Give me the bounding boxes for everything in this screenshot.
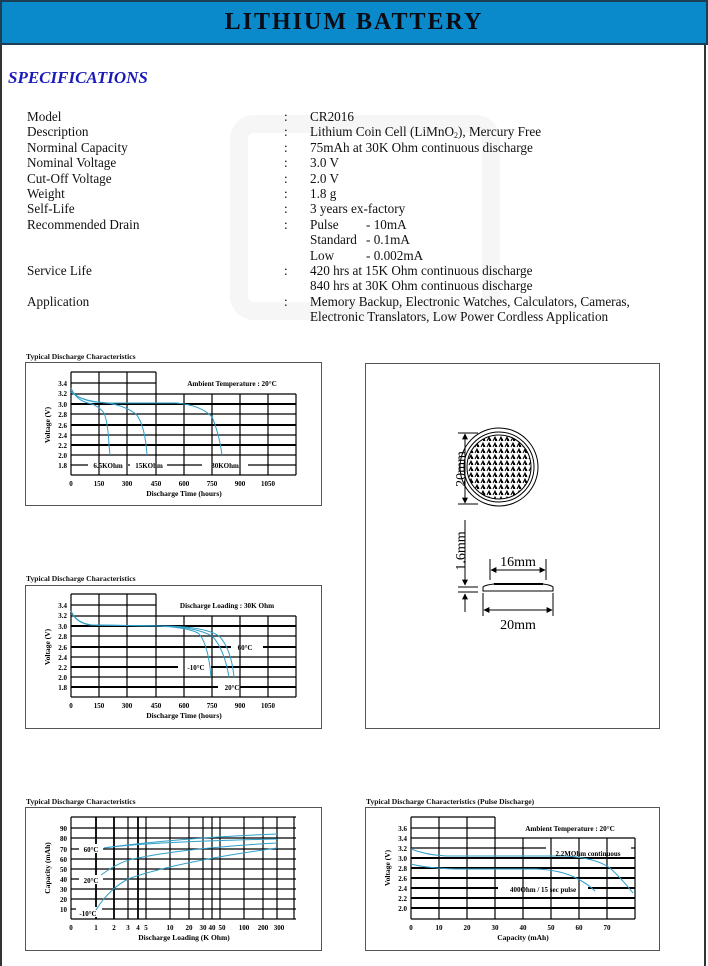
svg-text:3.0: 3.0: [58, 401, 67, 409]
svg-text:3.6: 3.6: [398, 825, 407, 833]
spec-label: Description: [27, 124, 89, 140]
svg-text:900: 900: [234, 702, 246, 710]
svg-text:2.0: 2.0: [398, 905, 407, 913]
svg-text:1: 1: [94, 924, 98, 932]
chart-caption: Typical Discharge Characteristics (Pulse Discharge): [366, 797, 535, 806]
spec-row-recommended-drain: [27, 217, 690, 263]
spec-label: Service Life: [27, 263, 92, 279]
svg-text:30: 30: [491, 924, 499, 932]
svg-text:0: 0: [409, 924, 413, 932]
legend-20c: 20°C: [224, 684, 240, 692]
chart-caption: Typical Discharge Characteristics: [26, 797, 136, 806]
svg-text:1050: 1050: [261, 480, 275, 488]
svg-text:30: 30: [60, 886, 67, 894]
svg-text:40: 40: [519, 924, 527, 932]
spec-row-service-life: [27, 263, 690, 294]
y-axis-label: Capacity (mAh): [43, 842, 52, 894]
svg-text:150: 150: [93, 480, 105, 488]
y-axis-label: Voltage (V): [43, 628, 52, 666]
drain-name: Pulse: [310, 216, 339, 232]
spec-value-text: Lithium Coin Cell (LiMnO: [310, 124, 454, 140]
svg-text:50: 50: [60, 866, 67, 874]
spec-row-model: [27, 109, 690, 124]
spec-value: [310, 294, 690, 325]
legend-20c: 20°C: [83, 877, 99, 885]
svg-text:90: 90: [60, 825, 67, 833]
y-axis-label: Voltage (V): [383, 849, 392, 887]
drain-name: Low: [310, 247, 335, 263]
svg-text:2.0: 2.0: [58, 452, 67, 460]
svg-text:2.4: 2.4: [398, 885, 407, 893]
svg-text:100: 100: [238, 924, 250, 932]
y-axis-label: Voltage (V): [43, 406, 52, 444]
header-bar: [0, 0, 708, 45]
svg-text:50: 50: [218, 924, 226, 932]
svg-text:2.8: 2.8: [398, 865, 407, 873]
legend-2-2mohm: 2.2MOhm continuous: [555, 850, 621, 858]
svg-text:40: 40: [60, 876, 67, 884]
subscript: 2: [453, 131, 458, 141]
drain-value: - 0.002mA: [366, 247, 424, 263]
svg-text:60: 60: [60, 856, 67, 864]
svg-text:2.2: 2.2: [58, 442, 67, 450]
legend-30kohm: 30KOhm: [211, 462, 239, 470]
svg-text:300: 300: [121, 480, 133, 488]
svg-text:3.0: 3.0: [398, 855, 407, 863]
curve-60c-upper: [104, 834, 277, 848]
svg-text:2.2: 2.2: [398, 895, 407, 903]
svg-text:2.8: 2.8: [58, 633, 67, 641]
spec-label: Nominal Voltage: [27, 155, 117, 171]
spec-label: Cut-Off Voltage: [27, 170, 112, 186]
svg-text:2.6: 2.6: [58, 644, 67, 652]
svg-text:4: 4: [136, 924, 140, 932]
spec-label: Norminal Capacity: [27, 139, 128, 155]
drain-name: Standard: [310, 232, 357, 248]
svg-text:10: 10: [166, 924, 174, 932]
svg-text:2.4: 2.4: [58, 654, 67, 662]
drain-line: [310, 248, 690, 263]
legend-minus10c: -10°C: [79, 910, 97, 918]
legend-400ohm-pulse: 400Ohm / 15 sec pulse: [509, 886, 577, 894]
height-dimension-label: 20mm: [454, 451, 469, 487]
spec-colon: :: [284, 155, 288, 171]
spec-value: 1.8 g: [310, 186, 337, 202]
svg-text:2.2: 2.2: [58, 664, 67, 672]
svg-text:3.2: 3.2: [58, 390, 67, 398]
spec-colon: :: [284, 263, 288, 279]
chart-svg: [26, 363, 321, 505]
svg-text:50: 50: [547, 924, 555, 932]
x-axis-label: Discharge Time (hours): [146, 489, 222, 498]
svg-text:3.4: 3.4: [398, 835, 407, 843]
chart-annotation: Ambient Temperature : 20°C: [525, 825, 615, 833]
svg-text:70: 70: [60, 846, 67, 854]
drain-value: - 10mA: [366, 216, 407, 232]
svg-text:3.2: 3.2: [58, 612, 67, 620]
svg-text:2: 2: [112, 924, 116, 932]
thickness-dimension-label: 1.6mm: [454, 531, 469, 571]
legend-minus10c: -10°C: [187, 664, 205, 672]
spec-row-description: [27, 124, 690, 139]
svg-text:0: 0: [69, 480, 73, 488]
chart-svg: [26, 808, 321, 950]
drain-line: [310, 232, 690, 247]
svg-text:600: 600: [178, 702, 190, 710]
chart-caption: Typical Discharge Characteristics: [26, 574, 136, 583]
svg-text:1.8: 1.8: [58, 462, 67, 470]
spec-row-application: [27, 294, 690, 325]
legend-6-5kohm: 6.5KOhm: [93, 462, 123, 470]
inner-diameter-label: 16mm: [500, 555, 536, 570]
svg-text:2.4: 2.4: [58, 432, 67, 440]
x-axis-label: Capacity (mAh): [497, 933, 549, 942]
svg-text:60: 60: [575, 924, 583, 932]
spec-label: Weight: [27, 186, 65, 202]
spec-colon: :: [284, 170, 288, 186]
spec-value: 2.0 V: [310, 170, 340, 186]
svg-text:0: 0: [69, 702, 73, 710]
svg-text:80: 80: [60, 835, 67, 843]
spec-label: Application: [27, 293, 90, 309]
page-title: LITHIUM BATTERY: [224, 9, 484, 35]
chart-caption: Typical Discharge Characteristics: [26, 352, 136, 361]
spec-label: Model: [27, 109, 62, 124]
spec-value-text: ), Mercury Free: [457, 124, 542, 140]
svg-text:2.0: 2.0: [58, 674, 67, 682]
svg-text:2.6: 2.6: [398, 875, 407, 883]
drain-line: [310, 217, 690, 232]
svg-text:5: 5: [144, 924, 148, 932]
svg-text:10: 10: [435, 924, 443, 932]
coin-top-view: [460, 428, 538, 506]
spec-colon: :: [284, 216, 288, 232]
spec-row-cutoff-voltage: [27, 171, 690, 186]
svg-text:750: 750: [206, 702, 218, 710]
spec-value: 75mAh at 30K Ohm continuous discharge: [310, 139, 533, 155]
diagram-svg: [366, 364, 659, 728]
legend-15kohm: 15KOhm: [135, 462, 163, 470]
svg-text:200: 200: [257, 924, 269, 932]
svg-text:3.0: 3.0: [58, 623, 67, 631]
svg-text:2.8: 2.8: [58, 411, 67, 419]
spec-colon: :: [284, 186, 288, 202]
svg-text:1.8: 1.8: [58, 684, 67, 692]
x-axis-label: Discharge Loading (K Ohm): [138, 933, 230, 942]
spec-row-nominal-voltage: [27, 155, 690, 170]
svg-text:70: 70: [603, 924, 611, 932]
chart-svg: [26, 586, 321, 728]
svg-text:150: 150: [93, 702, 105, 710]
spec-colon: :: [284, 124, 288, 140]
svg-text:900: 900: [234, 480, 246, 488]
svg-text:10: 10: [60, 906, 67, 914]
x-axis-label: Discharge Time (hours): [146, 711, 222, 720]
svg-text:1050: 1050: [261, 702, 275, 710]
spec-row-capacity: [27, 140, 690, 155]
chart-discharge-time-temperature: [25, 585, 322, 729]
svg-text:40: 40: [208, 924, 216, 932]
spec-row-weight: [27, 186, 690, 201]
svg-text:0: 0: [69, 924, 73, 932]
svg-text:20: 20: [463, 924, 471, 932]
spec-value-line: Memory Backup, Electronic Watches, Calculators, Cameras,: [310, 293, 630, 309]
spec-colon: :: [284, 201, 288, 217]
svg-text:750: 750: [206, 480, 218, 488]
svg-text:450: 450: [150, 702, 162, 710]
chart-annotation: Discharge Loading : 30K Ohm: [179, 602, 275, 610]
spec-label: Self-Life: [27, 201, 75, 217]
specifications-table: [27, 109, 690, 325]
spec-value-line: Electronic Translators, Low Power Cordless Application: [310, 309, 609, 325]
svg-text:3.4: 3.4: [58, 380, 67, 388]
drain-value: - 0.1mA: [366, 232, 410, 248]
spec-colon: :: [284, 293, 288, 309]
spec-value: [310, 124, 690, 139]
svg-text:600: 600: [178, 480, 190, 488]
svg-text:3.4: 3.4: [58, 602, 67, 610]
svg-text:2.6: 2.6: [58, 422, 67, 430]
spec-label: Recommended Drain: [27, 216, 140, 232]
svg-text:450: 450: [150, 480, 162, 488]
spec-row-self-life: [27, 201, 690, 216]
diameter-label: 20mm: [500, 618, 536, 633]
legend-60c: 60°C: [83, 846, 99, 854]
spec-colon: :: [284, 139, 288, 155]
battery-dimension-diagram: [365, 363, 660, 729]
spec-value-line: 420 hrs at 15K Ohm continuous discharge: [310, 263, 533, 279]
spec-colon: :: [284, 109, 288, 124]
legend-60c: 60°C: [237, 644, 253, 652]
chart-svg: [366, 808, 659, 950]
curve-60c: [104, 839, 277, 848]
svg-text:30: 30: [199, 924, 207, 932]
spec-value-line: 840 hrs at 30K Ohm continuous discharge: [310, 278, 533, 294]
spec-value: [310, 263, 690, 294]
svg-text:3.2: 3.2: [398, 845, 407, 853]
svg-text:300: 300: [273, 924, 285, 932]
svg-text:20: 20: [185, 924, 193, 932]
spec-value: 3.0 V: [310, 155, 340, 171]
spec-value: 3 years ex-factory: [310, 201, 406, 217]
chart-discharge-time-resistance: [25, 362, 322, 506]
svg-text:300: 300: [121, 702, 133, 710]
chart-pulse-discharge: [365, 807, 660, 951]
svg-text:3: 3: [126, 924, 130, 932]
chart-annotation: Ambient Temperature : 20°C: [187, 380, 277, 388]
chart-capacity-loading: [25, 807, 322, 951]
spec-value: [310, 217, 690, 263]
spec-value: CR2016: [310, 109, 354, 124]
specifications-heading: SPECIFICATIONS: [8, 68, 148, 87]
svg-text:20: 20: [60, 896, 67, 904]
